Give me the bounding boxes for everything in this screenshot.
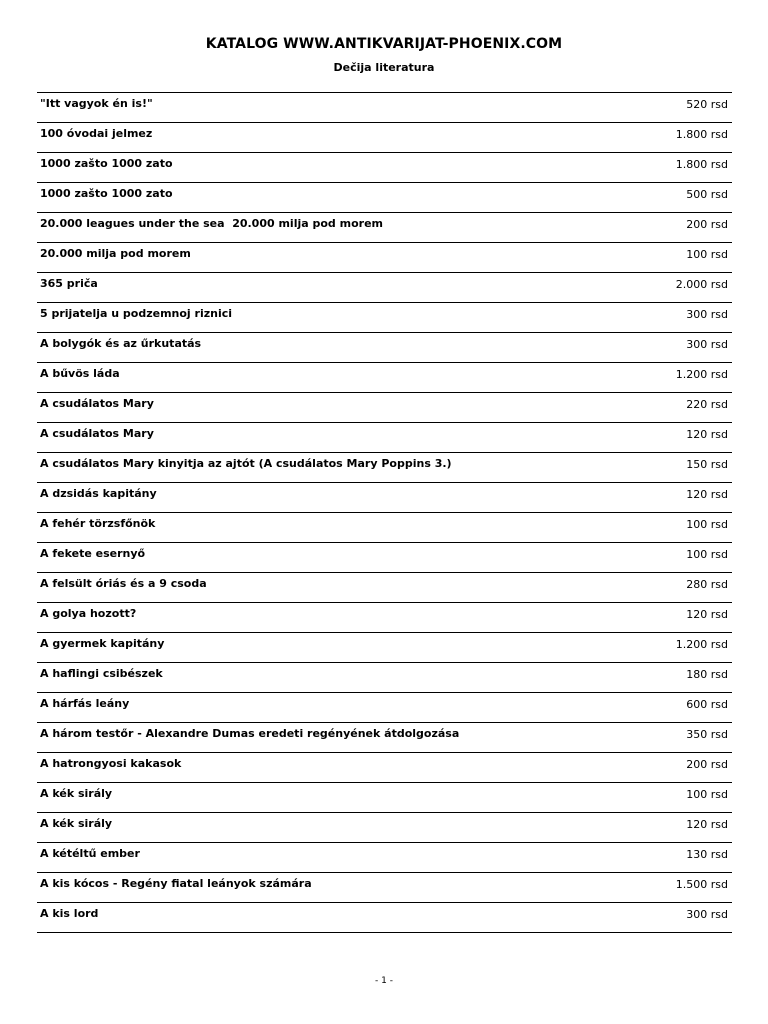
item-title: A gyermek kapitány (40, 637, 165, 650)
item-price: 600 rsd (686, 698, 728, 711)
item-title: A golya hozott? (40, 607, 137, 620)
item-price: 280 rsd (686, 578, 728, 591)
catalog-row (37, 482, 732, 512)
item-title: 20.000 milja pod morem (40, 247, 191, 260)
item-price: 300 rsd (686, 908, 728, 921)
item-price: 200 rsd (686, 758, 728, 771)
catalog-row (37, 842, 732, 872)
catalog-row (37, 302, 732, 332)
catalog-row (37, 242, 732, 272)
catalog-row (37, 692, 732, 722)
item-price: 120 rsd (686, 488, 728, 501)
catalog-row (37, 722, 732, 752)
catalog-row (37, 182, 732, 212)
catalog-row (37, 92, 732, 122)
item-title: A haflingi csibészek (40, 667, 163, 680)
catalog-row (37, 512, 732, 542)
item-title: A hárfás leány (40, 697, 130, 710)
catalog-row (37, 632, 732, 662)
item-price: 350 rsd (686, 728, 728, 741)
item-price: 100 rsd (686, 248, 728, 261)
catalog-row (37, 452, 732, 482)
item-price: 100 rsd (686, 548, 728, 561)
item-price: 130 rsd (686, 848, 728, 861)
catalog-row (37, 572, 732, 602)
catalog-row (37, 122, 732, 152)
catalog-title: KATALOG WWW.ANTIKVARIJAT-PHOENIX.COM (205, 36, 563, 52)
catalog-row (37, 212, 732, 242)
item-title: A felsült óriás és a 9 csoda (40, 577, 207, 590)
item-title: A hatrongyosi kakasok (40, 757, 182, 770)
item-title: 100 óvodai jelmez (40, 127, 153, 140)
catalog-row (37, 872, 732, 902)
item-price: 520 rsd (686, 98, 728, 111)
item-price: 120 rsd (686, 818, 728, 831)
item-price: 300 rsd (686, 308, 728, 321)
item-price: 1.500 rsd (675, 878, 728, 891)
item-title: 5 prijatelja u podzemnoj riznici (40, 307, 233, 320)
item-price: 1.800 rsd (675, 158, 728, 171)
item-title: 1000 zašto 1000 zato (40, 187, 173, 200)
catalog-row (37, 662, 732, 692)
catalog-row (37, 542, 732, 572)
catalog-row (37, 782, 732, 812)
item-title: A fehér törzsfőnök (40, 517, 156, 530)
item-price: 2.000 rsd (675, 278, 728, 291)
item-price: 100 rsd (686, 788, 728, 801)
item-title: A csudálatos Mary (40, 427, 154, 440)
item-price: 120 rsd (686, 608, 728, 621)
item-title: A csudálatos Mary kinyitja az ajtót (A csudálatos Mary Poppins 3.) (40, 457, 452, 470)
item-title: A dzsidás kapitány (40, 487, 157, 500)
item-price: 200 rsd (686, 218, 728, 231)
item-price: 120 rsd (686, 428, 728, 441)
item-price: 220 rsd (686, 398, 728, 411)
item-title: "Itt vagyok én is!" (40, 97, 153, 110)
item-title: 365 priča (40, 277, 98, 290)
item-title: 1000 zašto 1000 zato (40, 157, 173, 170)
item-title: A fekete esernyő (40, 547, 146, 560)
item-title: A kis kócos - Regény fiatal leányok számára (40, 877, 312, 890)
item-price: 100 rsd (686, 518, 728, 531)
catalog-row (37, 812, 732, 842)
catalog-row (37, 422, 732, 452)
item-price: 1.200 rsd (675, 638, 728, 651)
catalog-row (37, 152, 732, 182)
catalog-row (37, 272, 732, 302)
catalog-row (37, 752, 732, 782)
catalog-row (37, 392, 732, 422)
item-title: A kék sirály (40, 817, 113, 830)
item-title: A kétéltű ember (40, 847, 140, 860)
item-title: A bolygók és az űrkutatás (40, 337, 202, 350)
item-price: 180 rsd (686, 668, 728, 681)
item-title: A három testőr - Alexandre Dumas eredeti regényének átdolgozása (40, 727, 460, 740)
catalog-row (37, 332, 732, 362)
item-title: A csudálatos Mary (40, 397, 154, 410)
item-price: 1.200 rsd (675, 368, 728, 381)
item-title: A kis lord (40, 907, 99, 920)
item-title: 20.000 leagues under the sea 20.000 milja pod morem (40, 217, 383, 230)
catalog-row (37, 602, 732, 632)
catalog-row (37, 902, 732, 933)
item-title: A bűvös láda (40, 367, 120, 380)
catalog-row (37, 362, 732, 392)
item-title: A kék sirály (40, 787, 113, 800)
item-price: 1.800 rsd (675, 128, 728, 141)
catalog-list (37, 92, 732, 933)
item-price: 300 rsd (686, 338, 728, 351)
item-price: 150 rsd (686, 458, 728, 471)
catalog-subtitle: Dečija literatura (333, 61, 435, 74)
page-number: - 1 - (375, 976, 393, 986)
item-price: 500 rsd (686, 188, 728, 201)
